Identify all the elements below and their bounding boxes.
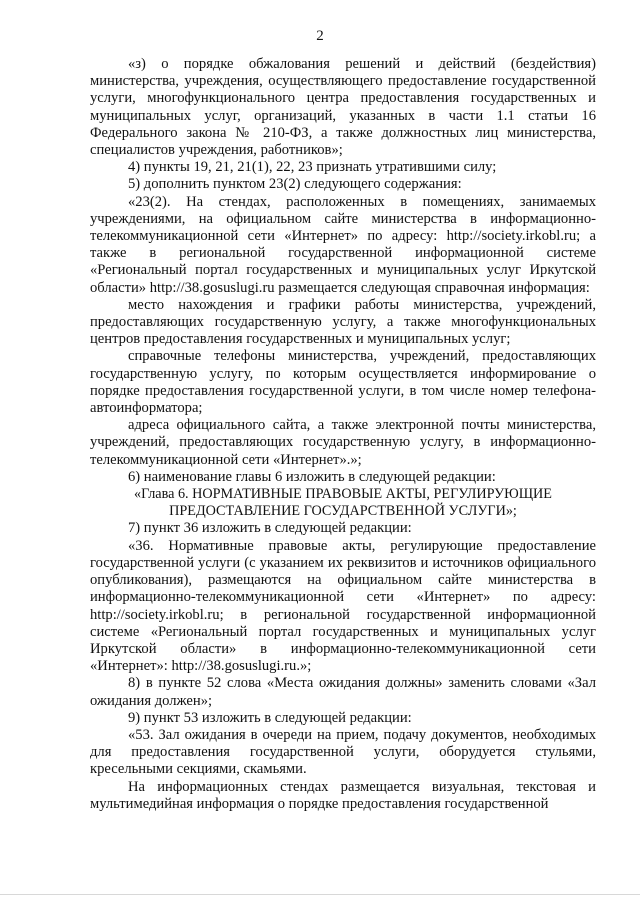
document-body [90,56,596,813]
paragraph-item-6: 6) наименование главы 6 изложить в следующей редакции: [128,468,496,485]
paragraph-item-8: 8) в пункте 52 слова «Места ожидания должны» заменить словами «Зал ожидания должен»; [90,675,596,709]
scan-bottom-edge [0,894,640,895]
paragraph-item-9: 9) пункт 53 изложить в следующей редакции: [128,709,412,726]
paragraph-36: «36. Нормативные правовые акты, регулирующие предоставление государственной услуги (с указанием их реквизитов и источников официального опубликования), размещаются на официальном сайте министерства в информационно-телекоммуникационной сети «Интернет» по адресу: http://society.irkobl.ru; в региональной государственной информационной системе «Региональный портал государственных и муниципальных услуг Иркутской области» в информационно-телекоммуникационной сети «Интернет»: http://38.gosuslugi.ru.»; [90,537,596,675]
paragraph-23-2: «23(2). На стендах, расположенных в помещениях, занимаемых учреждениями, на официальном сайте министерства в информационно-телекоммуникационной сети «Интернет» по адресу: http://society.irkobl.ru; а также в региональной государственной информационной системе «Региональный портал государственных и муниципальных услуг Иркутской области» http://38.gosuslugi.ru размещается следующая справочная информация: [90,193,596,296]
paragraph-item-4: 4) пункты 19, 21, 21(1), 22, 23 признать утратившими силу; [128,159,497,176]
paragraph-item-5: 5) дополнить пунктом 23(2) следующего содержания: [128,176,462,193]
paragraph-53: «53. Зал ожидания в очереди на прием, подачу документов, необходимых для предоставления государственной услуги, оборудуется стульями, кресельными секциями, скамьями. [90,726,596,778]
paragraph-info-stands: На информационных стендах размещается визуальная, текстовая и мультимедийная информация о порядке предоставления государственной [90,778,596,812]
paragraph-phones: справочные телефоны министерства, учреждений, предоставляющих государственную услугу, по которым осуществляется информирование о порядке предоставления государственной услуги, в том числе номер телефона-автоинформатора; [90,348,596,417]
paragraph-item-7: 7) пункт 36 изложить в следующей редакции: [128,520,412,537]
chapter-heading: «Глава 6. НОРМАТИВНЫЕ ПРАВОВЫЕ АКТЫ, РЕГУЛИРУЮЩИЕ ПРЕДОСТАВЛЕНИЕ ГОСУДАРСТВЕННОЙ УСЛУГИ»; [134,486,552,520]
paragraph-appeal-procedure: «з) о порядке обжалования решений и действий (бездействия) министерства, учреждения, осуществляющего предоставление государственной услуги, многофункционального центра предоставления государственных и муниципальных услуг, организаций, указанных в части 1.1 статьи 16 Федерального закона № 210-ФЗ, а также должностных лиц министерства, специалистов учреждения, работников»; [90,56,596,159]
paragraph-locations: место нахождения и графики работы министерства, учреждений, предоставляющих государственную услугу, а также многофункциональных центров предоставления государственных и муниципальных услуг; [90,296,596,348]
paragraph-addresses: адреса официального сайта, а также электронной почты министерства, учреждений, предоставляющих государственную услугу, в информационно-телекоммуникационной сети «Интернет».»; [90,417,596,468]
page-number: 2 [316,28,324,44]
